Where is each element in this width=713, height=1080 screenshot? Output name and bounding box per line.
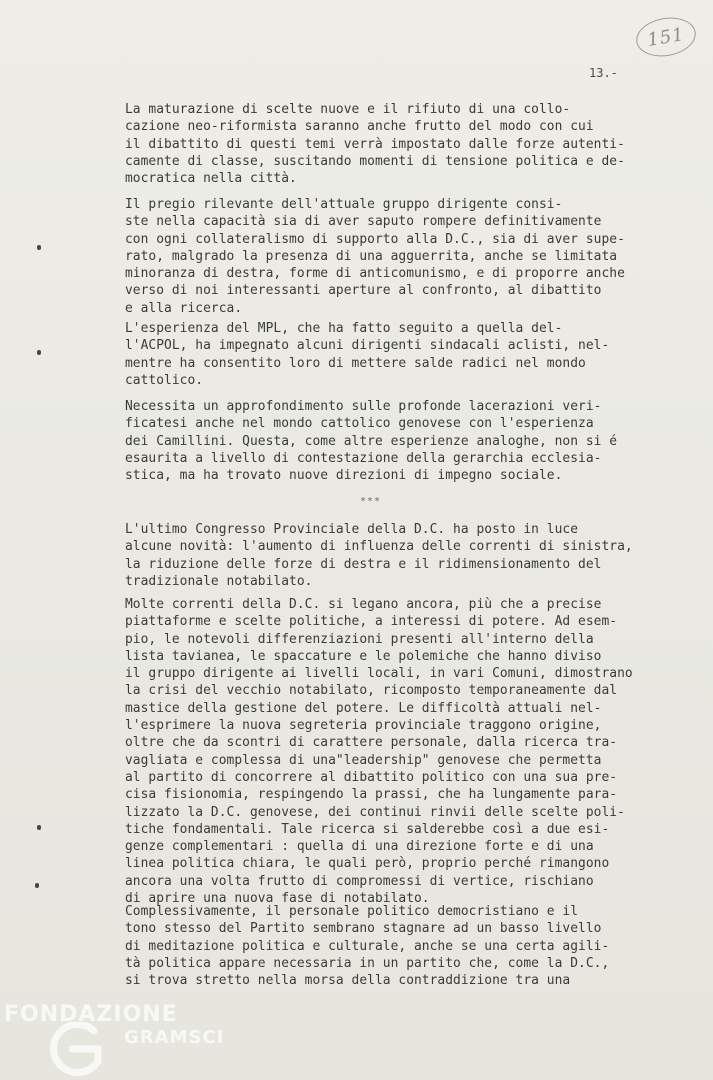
watermark-title: FONDAZIONE <box>4 1002 178 1027</box>
watermark-g-icon <box>28 1022 110 1076</box>
margin-mark <box>37 825 41 830</box>
paragraph-7: Complessivamente, il personale politico democristiano e il tono stesso del Partito sembrano stagnare ad un basso livello di meditazione politica e culturale, anche se una certa agili- tà politica appare necessaria in un partito che, come la D.C., si trova stretto nella morsa della contraddizione tra una <box>125 904 610 989</box>
margin-mark <box>37 350 41 355</box>
archive-number: 151 <box>645 23 687 51</box>
paragraph-3: L'esperienza del MPL, che ha fatto seguito a quella del- l'ACPOL, ha impegnato alcuni dirigenti sindacali aclisti, nel- mentre ha consentito loro di mettere salde radici nel mondo cattolico. <box>125 321 610 388</box>
page-number: 13.- <box>589 66 618 80</box>
paragraph-6: Molte correnti della D.C. si legano ancora, più che a precise piattaforme e scelte politiche, a interessi di potere. Ad esem- pio, le notevoli differenziazioni presenti all'interno della lista tavianea, le spaccature e le polemiche che hanno diviso il gruppo dirigente ai livelli locali, in vari Comuni, dimostrano la crisi del vecchio notabilato, ricomposto temporaneamente dal mastice della gestione del potere. Le difficoltà attuali nel- l'esprimere la nuova segreteria provinciale traggono origine, oltre che da scontri di carattere personale, dalla ricerca tra- vagliata e complessa di una"leadership" genovese che permetta al partito di concorrere al dibattito politico con una sua pre- cisa fisionomia, respingendo la prassi, che ha lungamente para- lizzato la D.C. genovese, dei continui rinvii delle scelte poli- tiche fondamentali. Tale ricerca si salderebbe così a due esi- genze complementari : quella di una direzione forte e di una linea politica chiara, le quali però, proprio perché rimangono ancora una volta frutto di compromessi di vertice, rischiano di aprire una nuova fase di notabilato. <box>125 597 633 907</box>
margin-mark <box>37 245 41 250</box>
paragraph-4: Necessita un approfondimento sulle profonde lacerazioni veri- ficatesi anche nel mondo cattolico genovese con l'esperienza dei Camillini. Questa, come altre esperienze analoghe, non si é esaurita a livello di contestazione della gerarchia ecclesia- stica, ma ha trovato nuove direzioni di impegno sociale. <box>125 399 618 484</box>
watermark-subtitle: GRAMSCI <box>124 1027 225 1048</box>
paragraph-5: L'ultimo Congresso Provinciale della D.C. ha posto in luce alcune novità: l'aumento di influenza delle correnti di sinistra, la riduzione delle forze di destra e il ridimensionamento del tradizionale notabilato. <box>125 522 633 589</box>
fondazione-gramsci-watermark <box>4 1002 234 1078</box>
margin-mark <box>35 883 39 888</box>
section-separator: *** <box>360 496 382 507</box>
archive-number-stamp <box>633 13 699 61</box>
paragraph-1: La maturazione di scelte nuove e il rifiuto di una collo- cazione neo-riformista saranno anche frutto del modo con cui il dibattito di questi temi verrà impostato dalle forze autenti- camente di classe, suscitando momenti di tensione politica e de- mocratica nella città. <box>125 102 625 187</box>
paragraph-2: Il pregio rilevante dell'attuale gruppo dirigente consi- ste nella capacità sia di aver saputo rompere definitivamente con ogni collateralismo di supporto alla D.C., sia di aver supe- rato, malgrado la presenza di una agguerrita, anche se limitata minoranza di destra, forme di anticomunismo, e di proporre anche verso di noi interessanti aperture al confronto, al dibattito e alla ricerca. <box>125 197 625 316</box>
